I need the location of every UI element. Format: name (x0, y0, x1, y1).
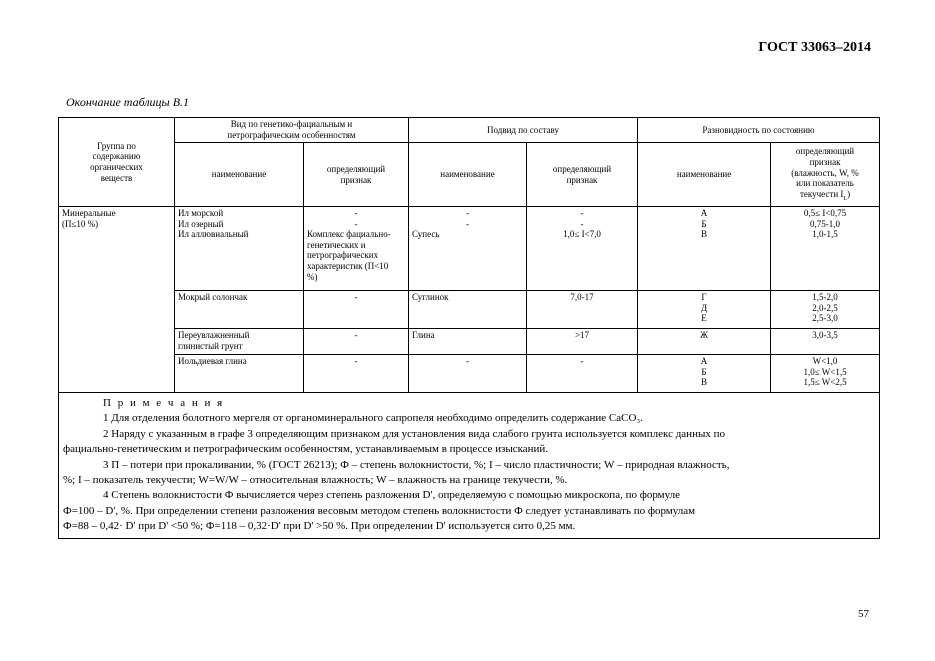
table-row: Переувлажненный глинистый грунт (175, 329, 304, 355)
soil-classification-table (58, 117, 880, 539)
note-3: 3 П – потери при прокаливании, % (ГОСТ 26213); Ф – степень волокнистости, %; I – число пластичности; W – природная влажность, (103, 458, 730, 471)
table-notes (59, 393, 880, 539)
note-4: 4 Степень волокнистости Ф вычисляется через степень разложения D', определяемую с помощью микроскопа, по формуле (103, 489, 681, 502)
note-2-cont: фациально-генетическим и петрографическим особенностям, устанавливаемым в процессе изысканий. (63, 443, 549, 456)
sub-header-name: наименование (638, 143, 771, 207)
table-row: Иольдиевая глина (175, 355, 304, 393)
note-1: 1 Для отделения болотного мергеля от органоминерального сапропеля необходимо определить содержание CaCO₃. (103, 412, 644, 425)
col-header-group: Группа по содержанию органических веществ (59, 118, 175, 207)
col-header-raznov: Разновидность по состоянию (638, 118, 880, 143)
table-row: 1,5-2,0 2,0-2,5 2,5-3,0 (771, 291, 880, 329)
table-row: - (409, 355, 527, 393)
table-row: - - 1,0≤ I<7,0 (527, 207, 638, 291)
table-row: W<1,0 1,0≤ W<1,5 1,5≤ W<2,5 (771, 355, 880, 393)
table-row: Суглинок (409, 291, 527, 329)
sub-header-name: наименование (175, 143, 304, 207)
sub-header-name: наименование (409, 143, 527, 207)
group-mineral: Минеральные (П≤10 %) (59, 207, 175, 393)
page-number: 57 (858, 608, 869, 620)
table-row: - - Супесь (409, 207, 527, 291)
sub-header-priz-state: определяющий признак (влажность, W, % или показатель текучести $I_L$) (771, 143, 880, 207)
table-row: 3,0-3,5 (771, 329, 880, 355)
sub-header-priz: определяющий признак (304, 143, 409, 207)
table-caption: Окончание таблицы В.1 (66, 95, 190, 109)
col-header-podvid: Подвид по составу (409, 118, 638, 143)
table-row: Ил морской Ил озерный Ил аллювиальный (175, 207, 304, 291)
table-row: А Б В (638, 207, 771, 291)
table-row: - (304, 329, 409, 355)
note-3-cont: %; I – показатель текучести; W=W/W – относительная влажность; W – влажность на границе текучести, %. (63, 473, 568, 486)
table-row: 7,0-17 (527, 291, 638, 329)
table-row: - (527, 355, 638, 393)
notes-title: П р и м е ч а н и я (103, 397, 225, 409)
standard-header: ГОСТ 33063–2014 (758, 40, 871, 55)
table-row: Ж (638, 329, 771, 355)
table-row: - (304, 291, 409, 329)
table-row: Мокрый солончак (175, 291, 304, 329)
table-row: - - Комплекс фациально- генетических и петрографических характеристик (П<10 %) (304, 207, 409, 291)
note-4-cont2: Ф=88 – 0,42· D' при D' <50 %; Ф=118 – 0,32·D' при D' >50 %. При определении D' используется сито 0,25 мм. (63, 520, 576, 533)
note-4-cont: Ф=100 – D', %. При определении степени разложения весовым методом степень волокнистости Ф следует устанавливать по формулам (63, 504, 696, 517)
table-row: А Б В (638, 355, 771, 393)
sub-header-priz: определяющий признак (527, 143, 638, 207)
table-row: Г Д Е (638, 291, 771, 329)
table-row: Глина (409, 329, 527, 355)
note-2: 2 Наряду с указанным в графе 3 определяющим признаком для установления вида слабого грунта используется комплекс данных по (103, 427, 725, 440)
col-header-vid: Вид по генетико-фациальным и петрографическим особенностям (175, 118, 409, 143)
table-row: >17 (527, 329, 638, 355)
table-row: - (304, 355, 409, 393)
table-row: 0,5≤ I<0,75 0,75-1,0 1,0-1,5 (771, 207, 880, 291)
